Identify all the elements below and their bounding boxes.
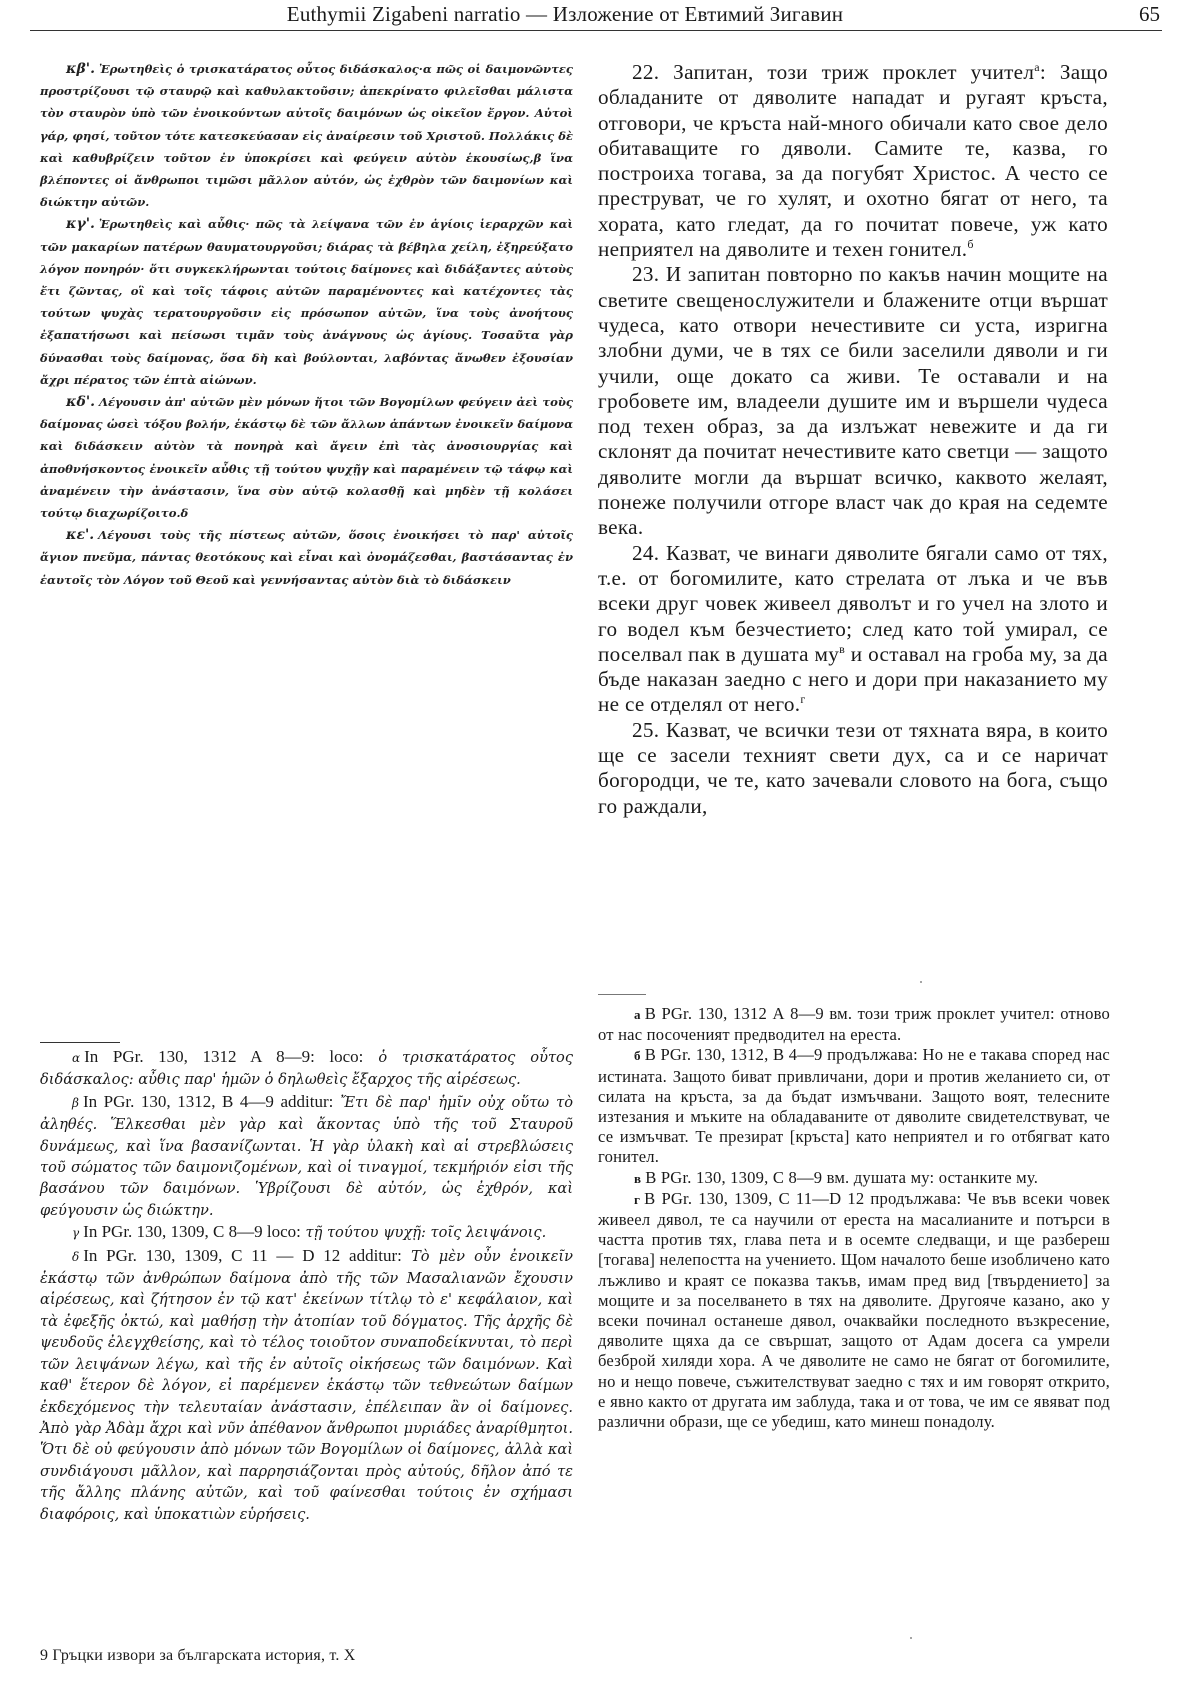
footnote-ref: In PGr. 130, 1309, C 8—9 loco: xyxy=(83,1222,301,1242)
footnote-text: Τὸ μὲν οὖν ἐνοικεῖν ἑκάστῳ τῶν ἀνθρώπων δαίμονα ἀπὸ τῆς τῶν Μασαλιανῶν ἔχουσιν αἱρέσεως, καὶ ζήτησον ἐν τῷ κατ' ἐκείνων τίτλῳ τὸ ε' κεφάλαιον, καὶ τὰ ἐφεξῆς ὀκτώ, καὶ μαθήσῃ τὴν ἀτοπίαν τοῦ δόγματος. Τῆς ἀρχῆς δὲ ψευδοῦς ἐλεγχθείσης, καὶ τὸ τέλος τοιοῦτον συναποδείκνυται, τὸ περὶ τῶν λειψάνων λέγω, καὶ τῆς ἐν αὐτοῖς οἰκήσεως τῶν δαιμόνων. Καὶ καθ' ἕτερον δὲ λόγον, εἰ παρέμενεν ἑκάστῳ τῶν τεθνεώτων δαίμων ἐκδεχόμενος τὴν τελευταίαν ἀνάστασιν, ἐπέλειπαν ἂν οἱ δαίμονες. Ἀπὸ γὰρ Ἀδὰμ ἄχρι καὶ νῦν ἀπέθανον ἄνθρωποι μυριάδες ἀναρίθμητοι. Ὅτι δὲ οὐ φεύγουσιν ἀπὸ μόνων τῶν Βογομίλων οἱ δαίμονες, ἀλλὰ καὶ συνδιάγουσι μᾶλλον, καὶ παρρησιάζονται πρὸς αὐτούς, δῆλον ἀπό τε τῆς ἄλλης πλάνης αὐτῶν, καὶ τοῦ φαίνεσθαι τούτοις ἐν σχήμασι διαφόροις, καὶ ὑποκατιὼν εὑρήσεις. xyxy=(40,1247,573,1523)
footnote-ref[interactable]: а xyxy=(1034,59,1040,74)
paragraph-text: 25. Казват, че всички тези от тяхната вяра, в които ще се засели техният свети дух, са и се наричат богородци, че те, като зачевали словото на бога, също го раждали, xyxy=(598,717,1108,818)
greek-footnotes xyxy=(40,1046,573,1525)
footnote-text: В PGr. 130, 1312 А 8—9 вм. този триж проклет учител: отново от нас посоченият предводител на ереста. xyxy=(598,1004,1110,1045)
footnote-text: В PGr. 130, 1312, В 4—9 продължава: Но не е такава според нас истината. Защото биват привличани, дори и против желанието си, от силата на кръста, за да бъдат измъчвани. Защото воят, телесните изтезания и мъките на обладаваните от дяволите свидетелствуват, че се измъчват. Те презират [кръста] като неприятел и го отбягват като гонител. xyxy=(598,1045,1110,1167)
section-number: κδ'. xyxy=(66,394,95,411)
footnote-mark: δ xyxy=(72,1249,80,1264)
paragraph-text: 24. Казват, че винаги дяволите бягали само от тях, т.е. от богомилите, като стрелата от лъка и че във всеки друг човек живеел дяволът и го учел на злото и го водел към безчестието; след като той умирал, се поселвал пак в душата му xyxy=(598,540,1108,666)
footnote xyxy=(40,1046,573,1091)
footnote-text: ὁ τρισκατάρατος οὗτος διδάσκαλος: αὖθις παρ' ἡμῶν ὁ δηλωθεὶς ἔξαρχος τῆς αἱρέσεως. xyxy=(40,1049,573,1089)
footnote-rule-left xyxy=(40,1042,120,1043)
bulgarian-paragraph xyxy=(598,718,1108,819)
footnote-ref[interactable]: в xyxy=(839,641,846,656)
footnote-ref: In PGr. 130, 1312 A 8—9: loco: xyxy=(84,1047,364,1066)
footnote-text: τῇ τούτου ψυχῇ: τοῖς λειψάνοις. xyxy=(305,1224,547,1242)
paragraph-text: 22. Запитан, този триж проклет учител xyxy=(632,60,1035,84)
print-speck xyxy=(910,1637,912,1639)
footnote-mark: в xyxy=(634,1170,642,1186)
paragraph-text-cont: и оставал на гроба му, за да бъде наказан заедно с него и дори при наказанието му не се отделял от него. xyxy=(598,641,1108,717)
footnote-ref: In PGr. 130, 1312, B 4—9 additur: xyxy=(82,1091,334,1111)
footnote-mark: α xyxy=(72,1051,81,1065)
greek-paragraph xyxy=(40,213,573,391)
paragraph-text-cont: : Защо обладаните от дяволите нападат и ругаят кръста, отговори, че кръста най-много обичали като свое дело обитаващите го дяволи. Самите те, казва, го построиха тогава, за да погубят Христос. А често се преструват, че го хулят, и охотно бягат от него, та хората, като гледат, да го почитат повече, уж като неприятел на дяволите и техен гонител. xyxy=(598,60,1108,262)
footnote xyxy=(598,1045,1110,1167)
footnote xyxy=(40,1221,573,1244)
running-header xyxy=(30,0,1160,30)
section-number: κβ'. xyxy=(66,61,95,77)
footnote xyxy=(598,1189,1110,1432)
footnote xyxy=(598,1168,1110,1189)
footnote xyxy=(40,1245,573,1525)
footnote-text: В PGr. 130, 1309, С 11—D 12 продължава: Че във всеки човек живеел дявол, те са научили от ереста на масалианите и потърси в частта против тях, глава пета и в осемте следващи, и ще разбереш [тогава] нелепостта на учението. Щом началото беше изобличено като лъжливо и краят се показва такъв, имам пред вид [твърдението] за мощите и за поселването в тях на дяволите. Другояче казано, ако у всеки починал останеше дявол, очаквайки последното възкресение, дяволите щяха да се свършат, защото от Адам досега са умрели безброй хиляди хора. А че дяволите не само не бягат от богомилите, но и нещо повече, съжителствуват заедно с тях и им говорят открито, е явно както от другата им заблуда, така и от това, че им се явяват под различни образи, ще се убедиш, като минеш понадолу. xyxy=(598,1188,1110,1432)
header-rule xyxy=(30,30,1162,31)
printer-signature: 9 Гръцки извори за българската история, т. X xyxy=(40,1647,356,1664)
greek-paragraph xyxy=(40,524,573,591)
running-title: Euthymii Zigabeni narratio — Изложение от Евтимий Зигавин xyxy=(286,2,844,26)
footnote-text: Ἔτι δὲ παρ' ἡμῖν οὐχ οὕτω τὸ ἀληθές. Ἕλκεσθαι μὲν γὰρ καὶ ἄκοντας ὑπὸ τῆς τοῦ Σταυροῦ δυνάμεως, καὶ ἵνα βασανίζωνται. Ἡ γὰρ ὑλακὴ καὶ αἱ στρεβλώσεις τοῦ σώματος τῶν δαιμονιζομένων, καὶ οἱ τιναγμοί, τεκμήριόν εἰσι τῆς βασάνου τῶν δαιμόνων. Ὑβρίζουσι δὲ αὐτόν, ὡς ἐχθρόν, καὶ φεύγουσιν ὡς διώκτην. xyxy=(40,1093,573,1219)
paragraph-text: 23. И запитан повторно по какъв начин мощите на светите свещенослужители и блажените отци вършат чудеса, като отвори нечестивите си уста, изригна злобни думи, че в тях се били заселили дяволи и ги учили, още докато са живи. Те оставали и на гробовете им, владеели душите им и вършели чудеса под техен образ, за да излъжат невежите и да ги склонят да почитат нечестивите като светци — защото дяволите могли да вършат всичко, каквото желаят, понеже получили отгоре власт чак до края на седемте века. xyxy=(598,262,1108,540)
section-number: κγ'. xyxy=(66,216,95,233)
bulgarian-footnotes xyxy=(598,1004,1110,1432)
footnote-text: В PGr. 130, 1309, С 8—9 вм. душата му: останките му. xyxy=(645,1167,1039,1187)
greek-text-column xyxy=(40,58,573,591)
paragraph-text: Λέγουσι τοὺς τῆς πίστεως αὐτῶν, ὅσοις ἐνοικήσει τὸ παρ' αὐτοῖς ἅγιον πνεῦμα, πάντας θεοτόκους καὶ εἶναι καὶ ὀνομάζεσθαι, βαστάσαντας ἐν ἑαυτοῖς τὸν Λόγον τοῦ Θεοῦ καὶ γεννήσαντας αὐτὸν διὰ τὸ διδάσκειν xyxy=(40,528,573,587)
footnote xyxy=(40,1091,573,1221)
footnote-mark: β xyxy=(72,1095,79,1110)
footnote-mark: γ xyxy=(72,1226,80,1241)
bulgarian-paragraph xyxy=(598,541,1108,718)
footnote-ref: In PGr. 130, 1309, C 11 — D 12 additur: xyxy=(83,1245,402,1265)
print-speck xyxy=(920,981,922,983)
paragraph-text: Ἐρωτηθεὶς καὶ αὖθις· πῶς τὰ λείψανα τῶν ἐν ἁγίοις ἱεραρχῶν καὶ τῶν μακαρίων πατέρων θαυματουργοῦσι; διάρας τὰ βέβηλα χείλη, ἐξηρεύξατο λόγον πονηρόν· ὅτι συγκεκλήρωνται τούτοις δαίμονες καὶ διδάξαντες αὐτοὺς ἔτι ζῶντας, οἳ καὶ τοῖς τάφοις αὐτῶν παραμένοντες καὶ κατέχοντες τὰς τούτων ψυχὰς τερατουργοῦσιν εἰς πρόσωπον αὐτῶν, ἵνα τοὺς ἀνοήτους ἐξαπατήσωσι καὶ πείσωσι τιμᾶν τοὺς ἀνάγνους ὡς ἁγίους. Τοσαῦτα γὰρ δύνασθαι τοὺς δαίμονας, ὅσα δὴ καὶ βούλονται, λαβόντας ἄνωθεν ἐξουσίαν ἄχρι πέρατος τῶν ἑπτὰ αἰώνων. xyxy=(40,217,573,387)
greek-paragraph xyxy=(40,58,573,213)
footnote-ref[interactable]: г xyxy=(800,692,806,707)
greek-paragraph xyxy=(40,391,573,524)
paragraph-text: Λέγουσιν ἀπ' αὐτῶν μὲν μόνων ἤτοι τῶν Βογομίλων φεύγειν ἀεὶ τοὺς δαίμονας ὡσεὶ τόξου βολήν, ἑκάστῳ δὲ τῶν ἄλλων ἁπάντων ἐνοικεῖν δαίμονα καὶ διδάσκειν αὐτὸν τὰ πονηρὰ καὶ ἄγειν ἐπὶ τὰς ἀνοσιουργίας καὶ ἀποθνήσκοντος ἐνοικεῖν αὖθις τῇ τούτου ψυχῇγ καὶ παραμένειν τῷ τάφῳ καὶ ἀναμένειν τὴν ἀνάστασιν, ἵνα σὺν αὐτῷ κολασθῇ καὶ μηδὲν τῇ κολάσει τούτῳ διαχωρίζοιτο.δ xyxy=(40,395,573,521)
page-number: 65 xyxy=(1139,2,1160,26)
section-number: κε'. xyxy=(66,527,95,544)
bulgarian-paragraph xyxy=(598,262,1108,540)
footnote-ref[interactable]: б xyxy=(967,237,974,252)
bulgarian-text-column xyxy=(598,60,1108,819)
footnote-mark: а xyxy=(634,1007,641,1022)
footnote xyxy=(598,1004,1110,1045)
paragraph-text: Ἐρωτηθεὶς ὁ τρισκατάρατος οὗτος διδάσκαλος·α πῶς οἱ δαιμονῶντες προστρίζουσι τῷ σταυρῷ καὶ καθυλακτοῦσιν; ἀπεκρίνατο φιλεῖσθαι μάλιστα τὸν σταυρὸν ὑπὸ τῶν ἐνοικούντων αὐτοῖς δαιμόνων ὡς οἰκεῖον ἔργον. Αὐτοὶ γάρ, φησί, τοῦτον τότε κατεσκεύασαν εἰς ἀναίρεσιν τοῦ Χριστοῦ. Πολλάκις δὲ καὶ καθυβρίζειν τοῦτον ἐν ὑποκρίσει καὶ φεύγειν αὐτὸν ἑκουσίως,β ἵνα βλέποντες οἱ ἄνθρωποι τιμῶσι μᾶλλον αὐτόν, ὡς ἐχθρὸν τῶν δαιμονίων καὶ διώκτην αὐτῶν. xyxy=(40,62,573,210)
footnote-rule-right xyxy=(598,994,646,995)
footnote-mark: г xyxy=(634,1191,641,1207)
footnote-mark: б xyxy=(634,1048,641,1064)
bulgarian-paragraph xyxy=(598,60,1108,262)
